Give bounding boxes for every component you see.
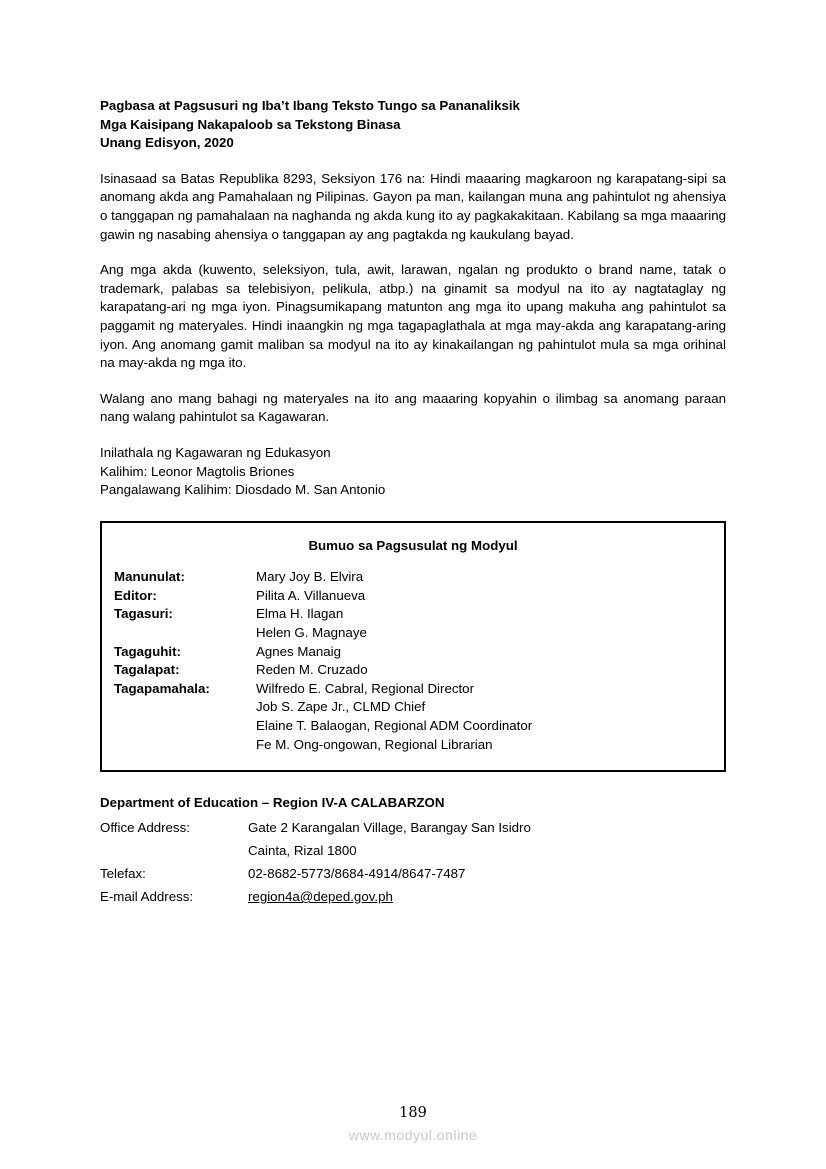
credit-label: Tagaguhit:: [114, 643, 181, 659]
contact-label: Telefax:: [100, 866, 146, 881]
module-subtitle: Mga Kaisipang Nakapaloob sa Tekstong Binasa: [100, 116, 401, 132]
credit-row: [114, 661, 712, 680]
development-team-box: [100, 521, 726, 773]
credit-label: [114, 698, 256, 717]
deped-region-heading: Department of Education – Region IV-A CALABARZON: [100, 795, 445, 811]
page-number: 189: [399, 1104, 427, 1121]
email-label: E-mail Address:: [100, 889, 194, 905]
publisher-line: Inilathala ng Kagawaran ng Edukasyon: [100, 444, 331, 460]
copyright-paragraph-2: Ang mga akda (kuwento, seleksiyon, tula, awit, larawan, ngalan ng produkto o brand name, tatak o trademark, palabas sa telebisiyon, pelikula, atbp.) na ginamit sa modyul na ito ay nagtataglay ng karapatang-ari ng mga iyon. Pinagsumikapang matunton ang mga ito upang makuha ang pahintulot sa paggamit ng materyales. Hindi inaangkin ng mga tagapaglathala at mga may-akda ang karapatang-aring iyon. Ang anomang gamit maliban sa modyul na ito ay kinakailangan ng pahintulot mula sa mga orihinal na may-akda ng mga ito.: [100, 262, 726, 371]
module-edition: Unang Edisyon, 2020: [100, 135, 234, 151]
watermark-text: www.modyul.online: [348, 1127, 478, 1144]
contact-row: [100, 888, 726, 907]
credit-row: [114, 680, 712, 699]
credit-value: Wilfredo E. Cabral, Regional Director: [256, 680, 475, 696]
contact-value: Cainta, Rizal 1800: [248, 842, 357, 858]
credit-value: Elma H. Ilagan: [256, 606, 344, 622]
secretary-line: Kalihim: Leonor Magtolis Briones: [100, 463, 295, 479]
credit-row: [114, 717, 712, 736]
contact-value: 02-8682-5773/8684-4914/8647-7487: [248, 866, 466, 881]
credit-value: Agnes Manaig: [256, 643, 342, 659]
module-title-block: [100, 97, 726, 153]
contact-value: Gate 2 Karangalan Village, Barangay San Isidro: [248, 819, 531, 835]
contact-label: Office Address:: [100, 819, 190, 835]
copyright-paragraph-3: Walang ano mang bahagi ng materyales na ito ang maaaring kopyahin o ilimbag sa anomang paraan nang walang pahintulot sa Kagawaran.: [100, 390, 726, 425]
credit-value: Reden M. Cruzado: [256, 662, 368, 678]
credit-label: Editor:: [114, 587, 157, 603]
credit-row: [114, 643, 712, 662]
contact-row: [100, 842, 726, 861]
contact-row: [100, 865, 726, 884]
credit-value: Helen G. Magnaye: [256, 625, 367, 641]
credit-label: [114, 717, 256, 736]
contact-block: [100, 819, 726, 907]
credit-value: Elaine T. Balaogan, Regional ADM Coordinator: [256, 718, 533, 734]
credit-row: [114, 587, 712, 606]
credit-label: Tagapamahala:: [114, 680, 210, 696]
credit-row: [114, 624, 712, 643]
credit-label: Tagasuri:: [114, 606, 173, 622]
credit-row: [114, 698, 712, 717]
credit-value: Fe M. Ong-ongowan, Regional Librarian: [256, 736, 493, 752]
contact-row: [100, 819, 726, 838]
undersecretary-line: Pangalawang Kalihim: Diosdado M. San Antonio: [100, 482, 386, 498]
email-link[interactable]: region4a@deped.gov.ph: [248, 889, 393, 905]
credit-row: [114, 568, 712, 587]
credit-value: Mary Joy B. Elvira: [256, 569, 364, 585]
development-team-title: Bumuo sa Pagsusulat ng Modyul: [308, 537, 518, 553]
credit-row: [114, 605, 712, 624]
credit-label: Manunulat:: [114, 569, 185, 585]
credit-label: [114, 624, 256, 643]
credit-label: [114, 736, 256, 755]
publisher-block: [100, 444, 726, 500]
contact-label: [100, 842, 248, 861]
credit-label: Tagalapat:: [114, 662, 180, 678]
credit-row: [114, 736, 712, 755]
credit-value: Pilita A. Villanueva: [256, 587, 366, 603]
copyright-paragraph-1: Isinasaad sa Batas Republika 8293, Seksiyon 176 na: Hindi maaaring magkaroon ng karapatang-sipi sa anomang akda ang Pamahalaan ng Pilipinas. Gayon pa man, kailangan muna ang pahintulot ng ahensiya o tanggapan ng pamahalaan na naghanda ng akda kung ito ay pagkakakitaan. Kabilang sa mga maaaring gawin ng nasabing ahensiya o tanggapan ay ang pagtakda ng kaukulang bayad.: [100, 170, 726, 242]
page-footer: [0, 1104, 826, 1145]
credit-value: Job S. Zape Jr., CLMD Chief: [256, 699, 426, 715]
module-title: Pagbasa at Pagsusuri ng Iba’t Ibang Teksto Tungo sa Pananaliksik: [100, 98, 520, 113]
